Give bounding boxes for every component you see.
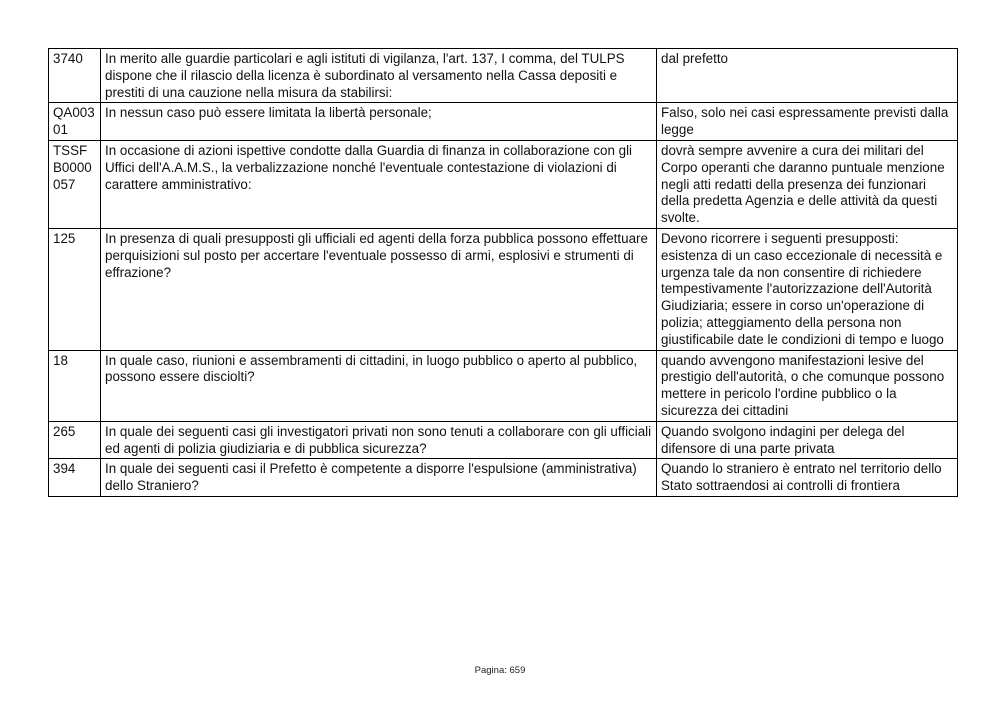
- answer-cell: Devono ricorrere i seguenti presupposti: esistenza di un caso eccezionale di necessità e urgenza tale da non consentire di richiedere tempestivamente l'autorizzazione dell'Autorità Giudiziaria; essere in corso un'operazione di polizia; atteggiamento della persona non giustificabile date le condizioni di tempo e luogo: [657, 228, 958, 350]
- answer-cell: quando avvengono manifestazioni lesive del prestigio dell'autorità, o che comunque possono mettere in pericolo l'ordine pubblico o la sicurezza dei cittadini: [657, 350, 958, 421]
- question-id-cell: QA00301: [49, 103, 101, 141]
- question-id-cell: 265: [49, 421, 101, 459]
- table-row: [49, 140, 958, 228]
- answer-cell: Quando svolgono indagini per delega del difensore di una parte privata: [657, 421, 958, 459]
- table-row: [49, 228, 958, 350]
- questions-table: [48, 48, 958, 497]
- question-cell: In quale caso, riunioni e assembramenti di cittadini, in luogo pubblico o aperto al pubblico, possono essere disciolti?: [101, 350, 657, 421]
- question-cell: In nessun caso può essere limitata la libertà personale;: [101, 103, 657, 141]
- question-cell: In quale dei seguenti casi il Prefetto è competente a disporre l'espulsione (amministrativa) dello Straniero?: [101, 459, 657, 497]
- table-row: [49, 103, 958, 141]
- table-row: [49, 459, 958, 497]
- question-id-cell: TSSFB0000057: [49, 140, 101, 228]
- answer-cell: Quando lo straniero è entrato nel territorio dello Stato sottraendosi ai controlli di frontiera: [657, 459, 958, 497]
- question-id-cell: 3740: [49, 49, 101, 103]
- answer-cell: dovrà sempre avvenire a cura dei militari del Corpo operanti che daranno puntuale menzione negli atti redatti della presenza dei funzionari della predetta Agenzia e delle attività da questi svolte.: [657, 140, 958, 228]
- table-row: [49, 350, 958, 421]
- question-cell: In quale dei seguenti casi gli investigatori privati non sono tenuti a collaborare con gli ufficiali ed agenti di polizia giudiziaria e di pubblica sicurezza?: [101, 421, 657, 459]
- question-id-cell: 394: [49, 459, 101, 497]
- answer-cell: dal prefetto: [657, 49, 958, 103]
- question-cell: In presenza di quali presupposti gli ufficiali ed agenti della forza pubblica possono effettuare perquisizioni sul posto per accertare l'eventuale possesso di armi, esplosivi e strumenti di effrazione?: [101, 228, 657, 350]
- question-id-cell: 18: [49, 350, 101, 421]
- question-id-cell: 125: [49, 228, 101, 350]
- page-number: Pagina: 659: [474, 665, 526, 676]
- table-row: [49, 421, 958, 459]
- answer-cell: Falso, solo nei casi espressamente previsti dalla legge: [657, 103, 958, 141]
- table-row: [49, 49, 958, 103]
- question-cell: In merito alle guardie particolari e agli istituti di vigilanza, l'art. 137, I comma, del TULPS dispone che il rilascio della licenza è subordinato al versamento nella Cassa depositi e prestiti di una cauzione nella misura da stabilirsi:: [101, 49, 657, 103]
- question-cell: In occasione di azioni ispettive condotte dalla Guardia di finanza in collaborazione con gli Uffici dell'A.A.M.S., la verbalizzazione nonché l'eventuale contestazione di violazioni di carattere amministrativo:: [101, 140, 657, 228]
